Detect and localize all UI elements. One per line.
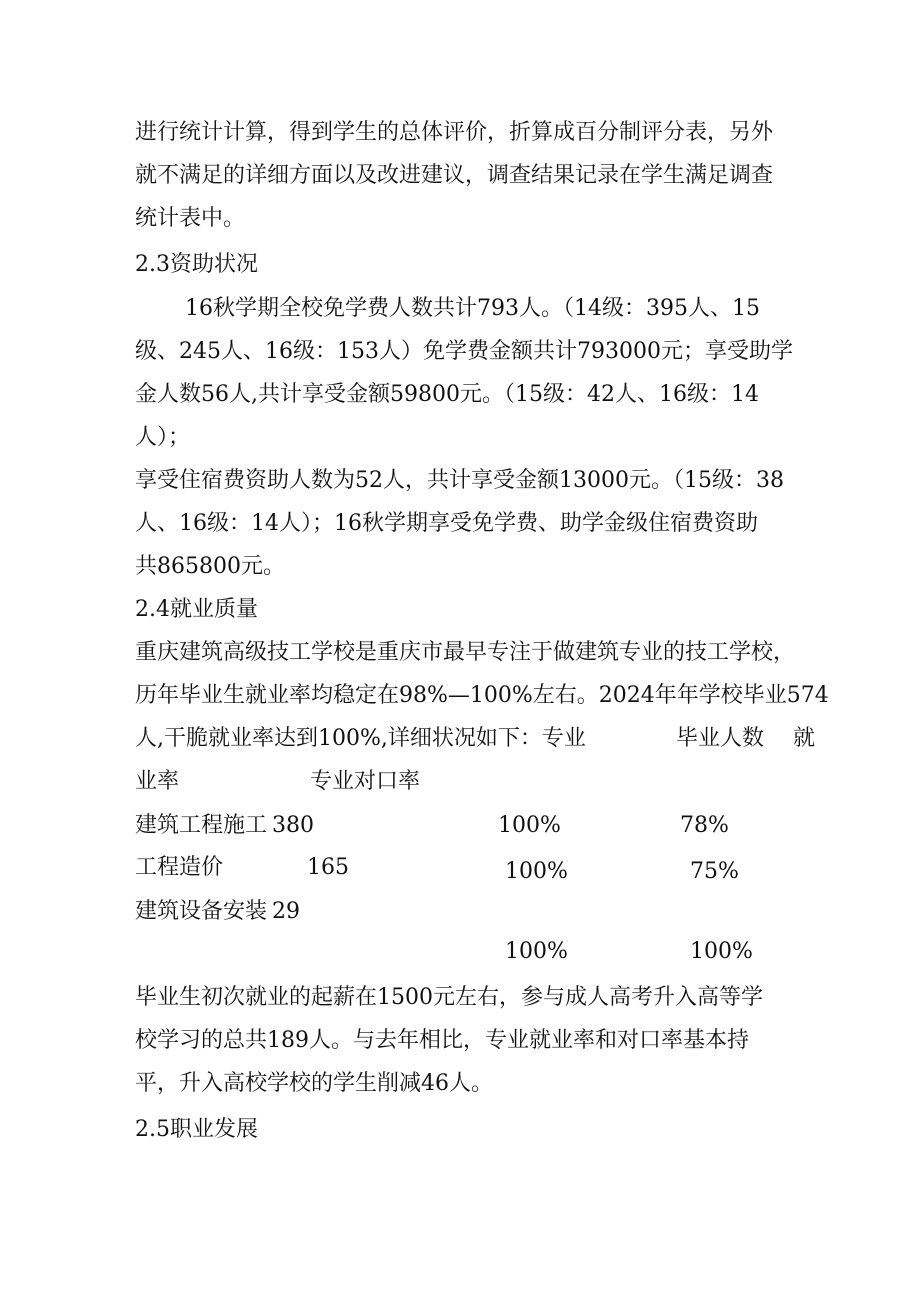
table-cell-rate: 100% (498, 813, 561, 838)
table-cell-rate: 100% (505, 859, 568, 884)
table-cell-count: 165 (307, 855, 349, 880)
paragraph-line: 享受住宿费资助人数为52人，共计享受金额13000元。（15级：38 (135, 468, 784, 493)
column-header-rate-cont: 业率 (135, 769, 180, 794)
column-header-graduates: 毕业人数 (676, 726, 765, 751)
table-cell-count: 380 (272, 813, 314, 838)
paragraph-line: 16秋学期全校免学费人数共计793人。（14级：395人、15 (185, 296, 760, 321)
table-cell-match: 78% (680, 813, 729, 838)
paragraph-line: 人,干脆就业率达到100%,详细状况如下：专业 (135, 726, 586, 751)
paragraph-line: 共865800元。 (135, 554, 285, 579)
paragraph-line: 就不满足的详细方面以及改进建议，调查结果记录在学生满足调查 (135, 163, 774, 188)
column-header-match: 专业对口率 (310, 769, 421, 794)
paragraph-line: 级、245人、16级：153人）免学费金额共计793000元；享受助学 (135, 339, 793, 364)
table-cell-major: 工程造价 (135, 855, 224, 880)
paragraph-line: 毕业生初次就业的起薪在1500元左右，参与成人高考升入高等学 (135, 985, 763, 1010)
table-cell-rate: 100% (505, 939, 568, 964)
section-heading: 2.4就业质量 (135, 597, 258, 622)
paragraph-line: 重庆建筑高级技工学校是重庆市最早专注于做建筑专业的技工学校， (135, 640, 796, 665)
paragraph-line: 历年毕业生就业率均稳定在98%—100%左右。2024年年学校毕业574 (135, 683, 829, 708)
paragraph-line: 金人数56人,共计享受金额59800元。（15级：42人、16级：14 (135, 382, 759, 407)
paragraph-line: 人、16级：14人）；16秋学期享受免学费、助学金级住宿费资助 (135, 511, 758, 536)
paragraph-line: 人）； (135, 425, 191, 450)
table-cell-major: 建筑设备安装 (135, 899, 268, 924)
paragraph-line: 校学习的总共189人。与去年相比，专业就业率和对口率基本持 (135, 1028, 749, 1053)
section-heading: 2.5职业发展 (135, 1117, 258, 1142)
column-header-rate: 就 (793, 726, 816, 751)
paragraph-line: 统计表中。 (135, 206, 246, 231)
table-cell-major: 建筑工程施工 (135, 813, 268, 838)
table-cell-count: 29 (272, 899, 300, 924)
table-cell-match: 100% (690, 939, 753, 964)
paragraph-line: 平，升入高校学校的学生削减46人。 (135, 1071, 493, 1096)
section-heading: 2.3资助状况 (135, 252, 258, 277)
table-cell-match: 75% (690, 859, 739, 884)
paragraph-line: 进行统计计算，得到学生的总体评价，折算成百分制评分表，另外 (135, 120, 774, 145)
